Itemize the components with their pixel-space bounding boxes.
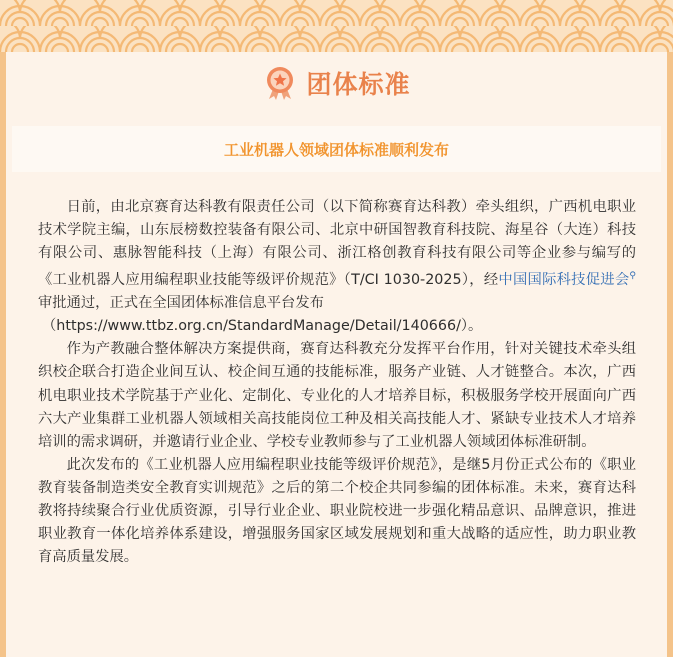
paragraph-1 <box>38 196 636 338</box>
article-title: 工业机器人领域团体标准顺利发布 <box>223 140 449 159</box>
award-ribbon-icon <box>262 65 298 101</box>
search-icon[interactable]: ⚲ <box>629 271 637 282</box>
paragraph-2: 作为产教融合整体解决方案提供商，赛育达科教充分发挥平台作用，针对关键技术牵头组织校企联合打造企业间互认、校企间互通的技能标准，服务产业链、人才链整合。本次，广西机电职业技术学院基于产业化、定制化、专业化的人才培养目标，积极服务学校开展面向广西六大产业集群工业机器人领域相关高技能岗位工种及相关高技能人才、紧缺专业技术人才培养培训的需求调研，并邀请行业企业、学校专业教师参与了工业机器人领域团体标准研制。 <box>38 341 636 450</box>
paragraph-1-text-end: 审批通过，正式在全国团体标准信息平台发布 <box>38 295 324 312</box>
decorative-wave-pattern <box>0 0 673 52</box>
section-header <box>0 52 673 114</box>
article-body <box>38 196 636 569</box>
platform-url: （https://www.ttbz.org.cn/StandardManage/Detail/140666/）。 <box>42 318 483 335</box>
paragraph-1-text: 日前，由北京赛育达科教有限责任公司（以下简称赛育达科教）牵头组织，广西机电职业技术学院主编，山东辰榜数控装备有限公司、北京中研国智教育科技院、海星谷（大连）科技有限公司、惠脉智能科技（上海）有限公司、浙江格创教育科技有限公司等企业参与编写的《工业机器人应用编程职业技能等级评价规范》（T/CI 1030-2025），经 <box>38 199 636 289</box>
paragraph-3: 此次发布的《工业机器人应用编程职业技能等级评价规范》，是继5月份正式公布的《职业教育装备制造类安全教育实训规范》之后的第二个校企共同参编的团体标准。未来，赛育达科教将持续聚合行业优质资源，引导行业企业、职业院校进一步强化精品意识、品牌意识，推进职业教育一体化培养体系建设，增强服务国家区域发展规划和重大战略的适应性，助力职业教育高质量发展。 <box>38 456 636 566</box>
section-title: 团体标准 <box>306 70 411 99</box>
organization-link[interactable]: 中国国际科技促进会 <box>498 272 630 289</box>
article-title-band <box>12 126 661 172</box>
